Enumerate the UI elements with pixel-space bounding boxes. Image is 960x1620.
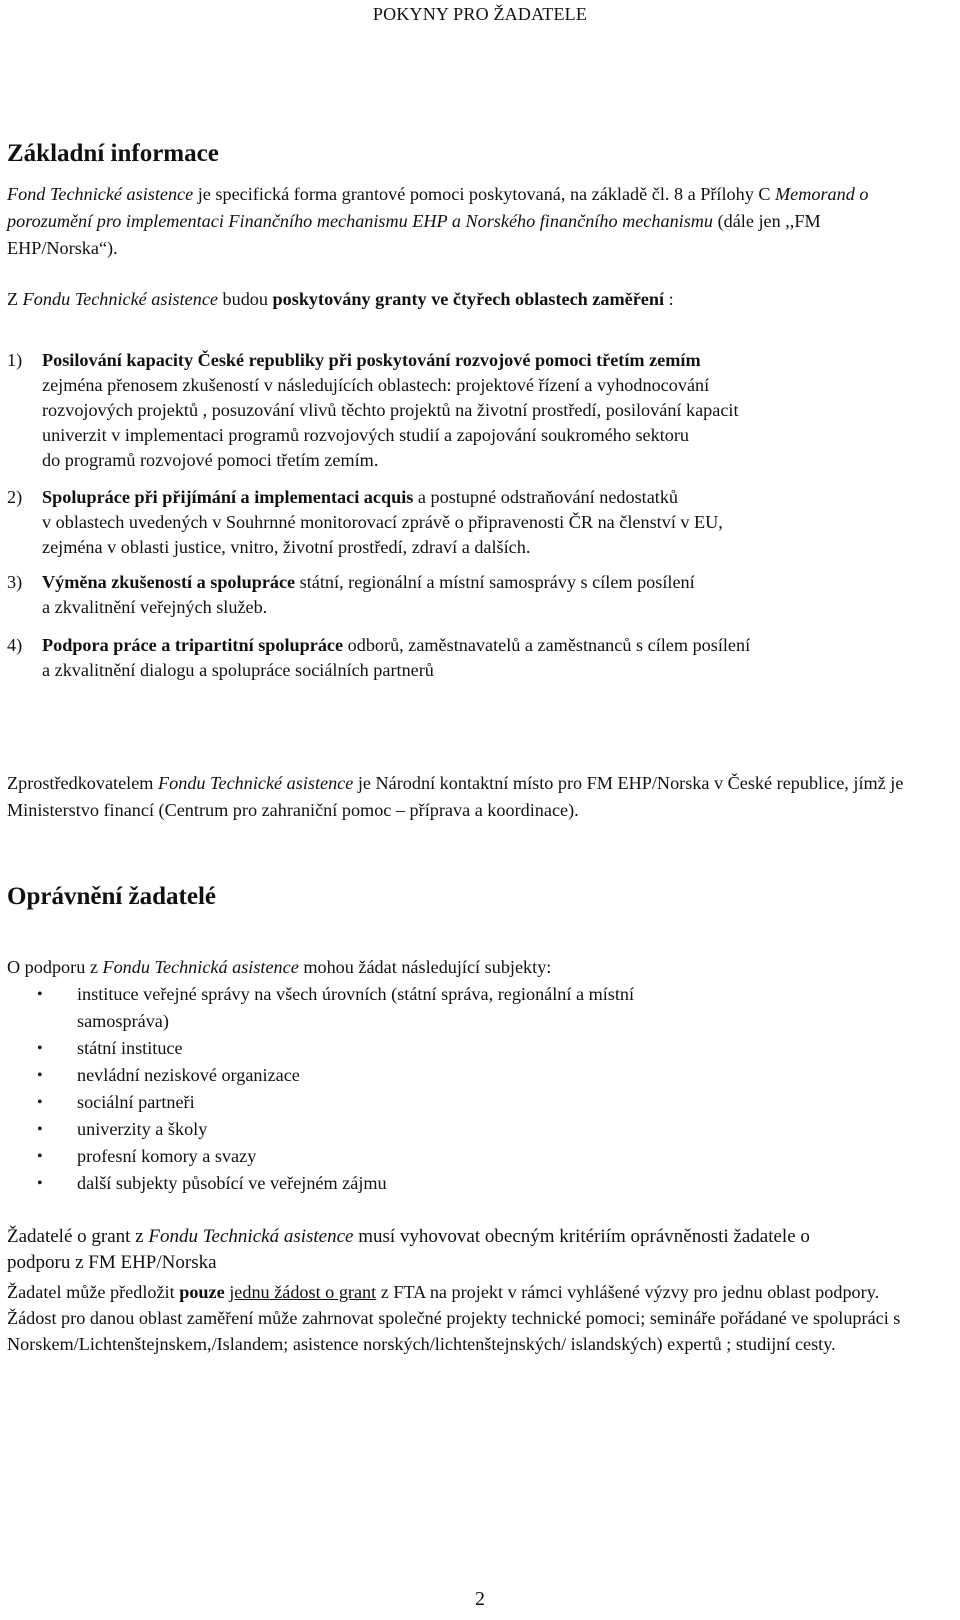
intro-paragraph — [7, 181, 932, 262]
rule-text: Žadatel může předložit — [7, 1282, 180, 1302]
area-line: zejména v oblasti justice, vnitro, životní prostředí, zdraví a dalších. — [42, 537, 531, 557]
area-line: univerzit v implementaci programů rozvojových studií a zapojování soukromého sektoru — [42, 425, 690, 445]
area-line: zejména přenosem zkušeností v následujících oblastech: projektové řízení a vyhodnocování — [42, 375, 710, 395]
applicant-list-item — [37, 1170, 920, 1197]
areas-lead-text: : — [664, 289, 674, 309]
applicant-list-item — [37, 1062, 920, 1089]
area-text: odborů, zaměstnavatelů a zaměstnanců s cílem posílení — [343, 635, 751, 655]
section-heading-eligible-applicants: Oprávnění žadatelé — [7, 883, 217, 910]
area-number: 3) — [7, 572, 23, 592]
bullet-icon: • — [37, 1148, 43, 1165]
areas-lead-paragraph — [7, 286, 932, 313]
area-item-1 — [7, 348, 947, 473]
criteria-paragraph — [7, 1224, 837, 1276]
area-text: a postupné odstraňování nedostatků — [413, 487, 679, 507]
page-number: 2 — [475, 1588, 485, 1610]
applicant-text: univerzity a školy — [77, 1119, 208, 1139]
applicant-list-item — [37, 1089, 920, 1116]
fund-name-italic: Fond Technické asistence — [7, 184, 194, 204]
area-line: do programů rozvojové pomoci třetím zemím. — [42, 450, 379, 470]
applicants-lead-paragraph — [7, 954, 932, 981]
intermediary-paragraph — [7, 770, 932, 824]
area-item-2 — [7, 485, 947, 560]
applicant-list-item — [37, 1143, 920, 1170]
area-title: Výměna zkušeností a spolupráce — [42, 572, 296, 592]
area-title: Podpora práce a tripartitní spolupráce — [42, 635, 344, 655]
area-title: Spolupráce při přijímání a implementaci acquis — [42, 487, 414, 507]
area-item-3 — [7, 570, 947, 620]
bullet-icon: • — [37, 1175, 43, 1192]
intermediary-text: je Národní kontaktní místo pro FM EHP/Norska v České republice, jímž je Ministerstvo financí (Centrum pro zahraniční pomoc – příprava a koordinace). — [7, 773, 904, 820]
applicant-text: nevládní neziskové organizace — [77, 1065, 300, 1085]
bullet-icon: • — [37, 1067, 43, 1084]
area-number: 4) — [7, 635, 23, 655]
applicants-lead-text: O podporu z — [7, 957, 103, 977]
area-title: Posilování kapacity České republiky při poskytování rozvojové pomoci třetím zemím — [42, 350, 701, 370]
area-item-4 — [7, 633, 947, 683]
criteria-text: musí vyhovovat obecným kritériím oprávněnosti žadatele o podporu z FM EHP/Norska — [7, 1226, 810, 1273]
fund-name-italic: Fondu Technické asistence — [22, 289, 218, 309]
fund-name-italic: Fondu Technická asistence — [148, 1226, 354, 1247]
areas-lead-text: Z — [7, 289, 23, 309]
bullet-icon: • — [37, 986, 43, 1003]
applicant-text: další subjekty působící ve veřejném zájmu — [77, 1173, 387, 1193]
application-rule-paragraph — [7, 1279, 932, 1357]
section-heading-basic-info: Základní informace — [7, 140, 219, 167]
applicant-list-item — [37, 1035, 920, 1062]
memorandum-name-italic: Memorand o porozumění pro implementaci Finančního mechanismu EHP a Norského finančního mechanismu — [7, 184, 869, 231]
criteria-text: Žadatelé o grant z — [7, 1226, 149, 1247]
intermediary-text: Zprostředkovatelem — [7, 773, 159, 793]
applicants-lead-text: mohou žádat následující subjekty: — [298, 957, 552, 977]
running-header: POKYNY PRO ŽADATELE — [372, 4, 588, 24]
intro-text-end: (dále jen ,,FM EHP/Norska“). — [7, 211, 821, 258]
area-text: státní, regionální a místní samosprávy s cílem posílení — [295, 572, 695, 592]
bullet-icon: • — [37, 1040, 43, 1057]
fund-name-italic: Fondu Technická asistence — [102, 957, 299, 977]
applicant-text: instituce veřejné správy na všech úrovních (státní správa, regionální a místní samospráva) — [77, 984, 635, 1031]
area-line: v oblastech uvedených v Souhrnné monitorovací zprávě o připravenosti ČR na členství v EU, — [42, 512, 723, 532]
applicant-text: profesní komory a svazy — [77, 1146, 257, 1166]
area-line: a zkvalitnění veřejných služeb. — [42, 597, 268, 617]
rule-underlined: jednu žádost o grant — [229, 1282, 377, 1302]
area-line: a zkvalitnění dialogu a spolupráce sociálních partnerů — [42, 660, 434, 680]
bullet-icon: • — [37, 1094, 43, 1111]
bullet-icon: • — [37, 1121, 43, 1138]
intro-text: je specifická forma grantové pomoci poskytovaná, na základě čl. 8 a Přílohy C — [193, 184, 776, 204]
applicant-list-item — [37, 1116, 920, 1143]
area-number: 1) — [7, 350, 23, 370]
areas-lead-text: budou — [217, 289, 273, 309]
areas-lead-bold: poskytovány granty ve čtyřech oblastech zaměření — [272, 289, 665, 309]
applicant-text: sociální partneři — [77, 1092, 195, 1112]
rule-text: z FTA na projekt v rámci vyhlášené výzvy pro jednu oblast podpory. Žádost pro danou oblast zaměření může zahrnovat společné projekty technické pomoci; semináře pořádané ve spolupráci s Norskem/Lichtenštejnskem,/Islandem; asistence norských/lichtenštejnských/ islandských) expertů ; studijní cesty. — [7, 1282, 901, 1354]
rule-bold: pouze — [179, 1282, 225, 1302]
applicant-list-item — [37, 981, 680, 1035]
area-number: 2) — [7, 487, 23, 507]
fund-name-italic: Fondu Technické asistence — [158, 773, 354, 793]
applicant-text: státní instituce — [77, 1038, 183, 1058]
area-line: rozvojových projektů , posuzování vlivů těchto projektů na životní prostředí, posilování kapacit — [42, 400, 739, 420]
